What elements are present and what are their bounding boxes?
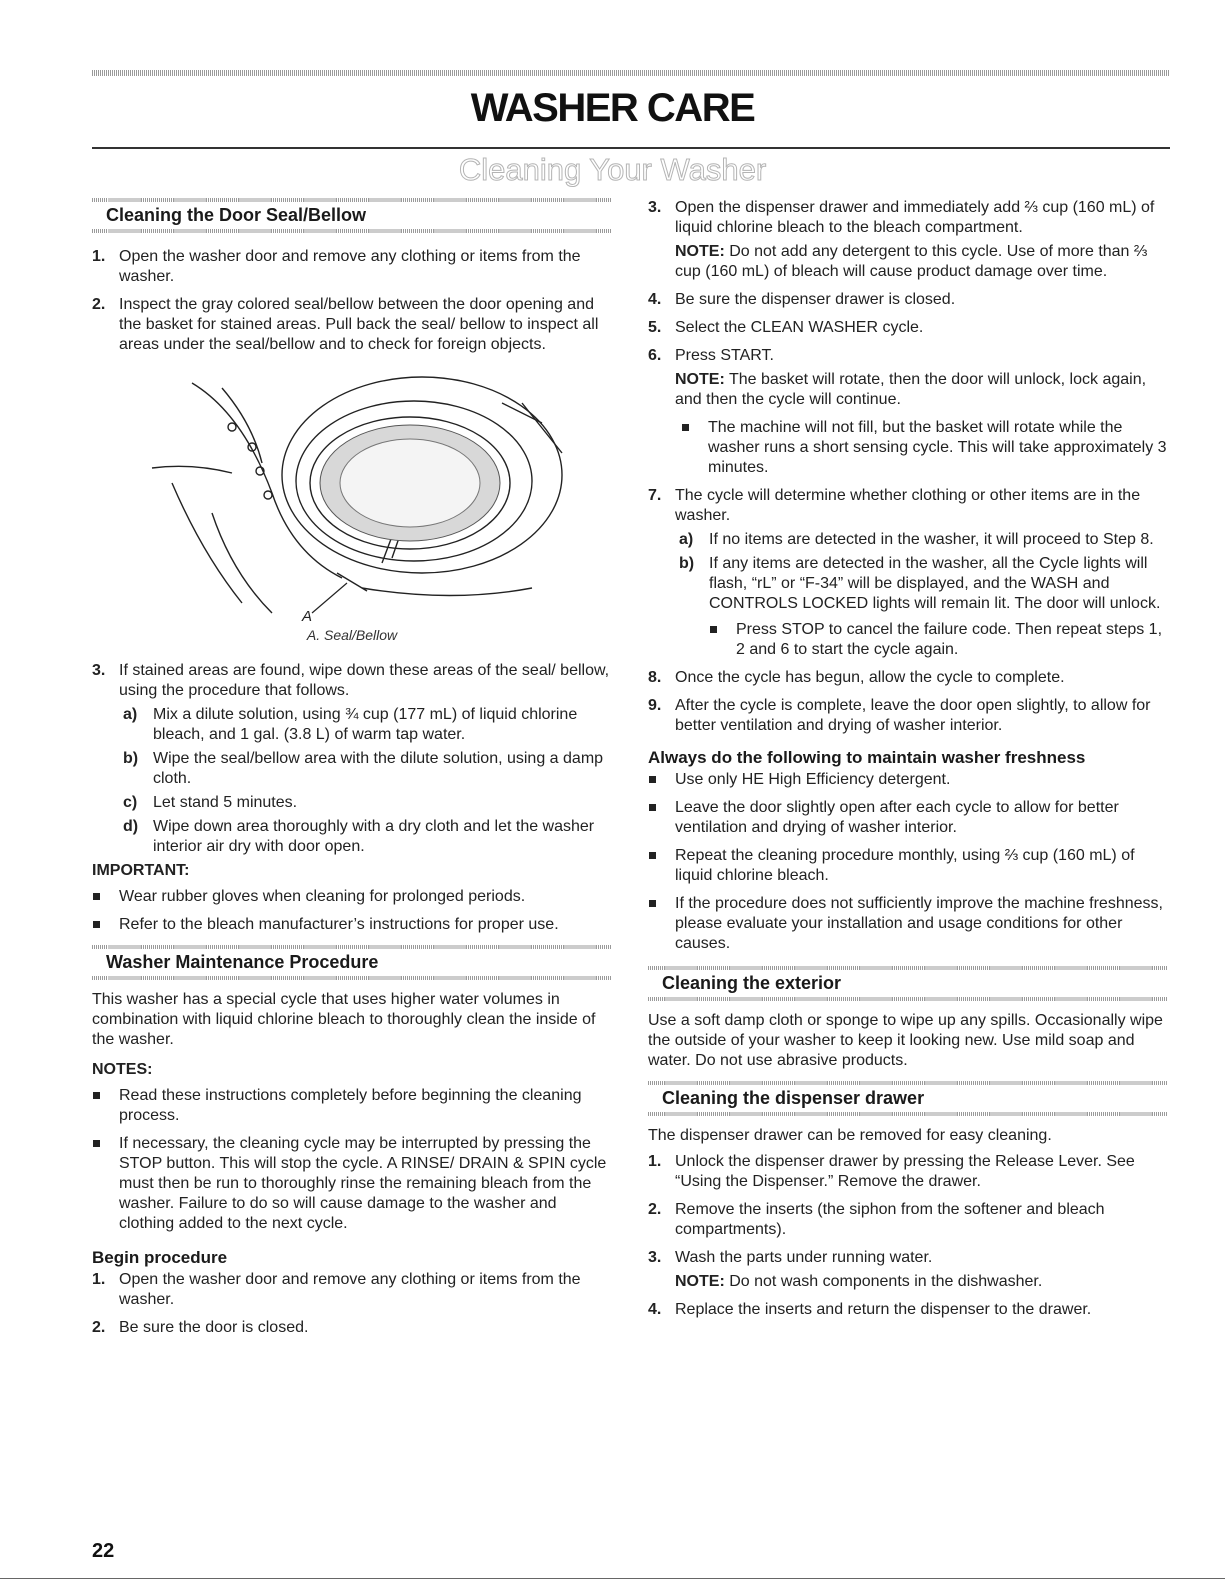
right-column [648,198,1168,1328]
door-seal-steps [92,247,612,355]
list-item: 5. Select the CLEAN WASHER cycle. [648,319,924,336]
top-dotted-rule [92,70,1170,76]
list-item: 6. Press START. NOTE: The basket will rotate, then the door will unlock, lock again, and then the cycle will continue. The machine will not fill, but the basket will rotate while the washer runs a short sensing cycle. This will take approximately 3 minutes. [648,347,1167,476]
list-item: b) Wipe the seal/bellow area with the dilute solution, using a damp cloth. [123,750,604,787]
list-item: 2. Inspect the gray colored seal/bellow between the door opening and the basket for stained areas. Pull back the seal/ bellow to inspect all areas under the seal/bellow and to check for foreign objects. [92,296,599,353]
figure-caption: A. Seal/Bellow [306,627,398,643]
note-dispenser: NOTE: Do not wash components in the dishwasher. [675,1273,1043,1290]
dispenser-intro: The dispenser drawer can be removed for easy cleaning. [648,1127,1052,1144]
list-item: b) If any items are detected in the washer, all the Cycle lights will flash, “rL” or “F-34” will be displayed, and the WASH and CONTROLS LOCKED lights will remain lit. The door will unlock. Press STOP to cancel the failure code. Then repeat steps 1, 2 and 6 to start the cycle again. [675,554,1168,660]
seal-bellow-figure [92,363,612,653]
left-column [92,198,612,1346]
list-item: c) Let stand 5 minutes. [123,794,298,811]
section-heading-door-seal: Cleaning the Door Seal/Bellow [106,205,367,225]
list-item: 2. Be sure the door is closed. [92,1319,309,1336]
list-item: Repeat the cleaning procedure monthly, using ⅔ cup (160 mL) of liquid chlorine bleach. [648,846,1168,886]
note-step-6: NOTE: The basket will rotate, then the door will unlock, lock again, and then the cycle will continue. [675,371,1147,408]
title-rule [92,147,1170,149]
list-item: 4. Be sure the dispenser drawer is closed. [648,291,956,308]
notes-label: NOTES: [92,1061,153,1078]
list-item: 2. Remove the inserts (the siphon from the softener and bleach compartments). [648,1201,1105,1238]
list-item: Use only HE High Efficiency detergent. [648,770,1168,790]
seal-bellow-illustration [92,363,612,625]
list-item: If the procedure does not sufficiently improve the machine freshness, please evaluate your installation and usage conditions for other causes. [648,894,1168,954]
list-item: d) Wipe down area thoroughly with a dry cloth and let the washer interior air dry with door open. [123,818,595,855]
section-heading-maintenance: Washer Maintenance Procedure [106,952,379,972]
page-number: 22 [92,1540,115,1562]
important-list [92,887,612,935]
list-item: Refer to the bleach manufacturer’s instructions for proper use. [92,915,612,935]
list-item: 3. Wash the parts under running water. NOTE: Do not wash components in the dishwasher. [648,1248,1168,1292]
door-seal-step-3 [92,661,612,857]
list-item: 4. Replace the inserts and return the dispenser to the drawer. [648,1301,1092,1318]
list-item: Leave the door slightly open after each cycle to allow for better ventilation and drying of washer interior. [648,798,1168,838]
page-subtitle: Cleaning Your Washer [458,152,767,187]
section-heading-exterior: Cleaning the exterior [662,973,842,993]
important-label: IMPORTANT: [92,862,190,879]
list-item: 1. Open the washer door and remove any clothing or items from the washer. [92,1271,581,1308]
list-item: 1. Open the washer door and remove any clothing or items from the washer. [92,248,581,285]
list-item: 9. After the cycle is complete, leave the door open slightly, to allow for better ventilation and drying of washer interior. [648,697,1151,734]
dispenser-steps [648,1152,1168,1320]
door-seal-substeps [119,705,612,857]
section-heading-dispenser: Cleaning the dispenser drawer [662,1088,925,1108]
procedure-steps-continued [648,198,1168,736]
exterior-text: Use a soft damp cloth or sponge to wipe up any spills. Occasionally wipe the outside of your washer to keep it looking new. Use mild soap and water. Do not use abrasive products. [648,1012,1163,1069]
list-item: 3. If stained areas are found, wipe down these areas of the seal/ bellow, using the procedure that follows. a) Mix a dilute solution, using ¾ cup (177 mL) of liquid chlorine bleach, and 1 gal. (3.8 L) of warm tap water. b) Wipe the seal/bellow area with the dilute solution, using a damp cloth. c) Let stand 5 minutes. d) Wipe down area thoroughly with a dry cloth and let the washer interior air dry with door open. [92,661,612,857]
freshness-list [648,770,1168,954]
list-item: 3. Open the dispenser drawer and immediately add ⅔ cup (160 mL) of liquid chlorine bleach to the bleach compartment. NOTE: Do not add any detergent to this cycle. Use of more than ⅔ cup (160 mL) of bleach will cause product damage over time. [648,198,1168,282]
step-7b-bullets [709,620,1168,660]
note-step-6-bullets [681,418,1168,478]
begin-procedure-heading: Begin procedure [92,1248,228,1267]
note-step-3: NOTE: Do not add any detergent to this cycle. Use of more than ⅔ cup (160 mL) of bleach will cause product damage over time. [675,243,1148,280]
figure-label-a: A [302,608,313,625]
list-item: a) If no items are detected in the washer, it will proceed to Step 8. [679,531,1154,548]
notes-list [92,1086,612,1234]
list-item: Read these instructions completely before beginning the cleaning process. [92,1086,612,1126]
list-item: The machine will not fill, but the basket will rotate while the washer runs a short sensing cycle. This will take approximately 3 minutes. [681,418,1168,478]
list-item: Wear rubber gloves when cleaning for prolonged periods. [92,887,612,907]
list-item: a) Mix a dilute solution, using ¾ cup (177 mL) of liquid chlorine bleach, and 1 gal. (3.8 L) of warm tap water. [123,706,578,743]
freshness-heading: Always do the following to maintain washer freshness [648,748,1086,767]
list-item: 8. Once the cycle has begun, allow the cycle to complete. [648,669,1065,686]
maintenance-intro: This washer has a special cycle that uses higher water volumes in combination with liquid chlorine bleach to thoroughly clean the inside of the washer. [92,991,596,1048]
step-7-substeps [675,530,1168,660]
list-item: If necessary, the cleaning cycle may be interrupted by pressing the STOP button. This will stop the cycle. A RINSE/ DRAIN & SPIN cycle must then be run to thoroughly rinse the remaining bleach from the washer. Failure to do so will cause damage to the washer and clothing added to the next cycle. [92,1134,612,1234]
begin-procedure-steps [92,1270,612,1338]
list-item: Press STOP to cancel the failure code. Then repeat steps 1, 2 and 6 to start the cycle again. [709,620,1168,660]
list-item: 1. Unlock the dispenser drawer by pressing the Release Lever. See “Using the Dispenser.” Remove the drawer. [648,1153,1135,1190]
bottom-rule [0,1578,1225,1579]
page-title: WASHER CARE [470,86,755,130]
list-item: 7. The cycle will determine whether clothing or other items are in the washer. a) If no items are detected in the washer, it will proceed to Step 8. b) If any items are detected in the washer, all the Cycle lights will flash, “rL” or “F-34” will be displayed, and the WASH and CONTROLS LOCKED lights will remain lit. The door will unlock. Press STOP to cancel the failure code. Then repeat steps 1, 2 and 6 to start the cycle again. [648,486,1168,660]
